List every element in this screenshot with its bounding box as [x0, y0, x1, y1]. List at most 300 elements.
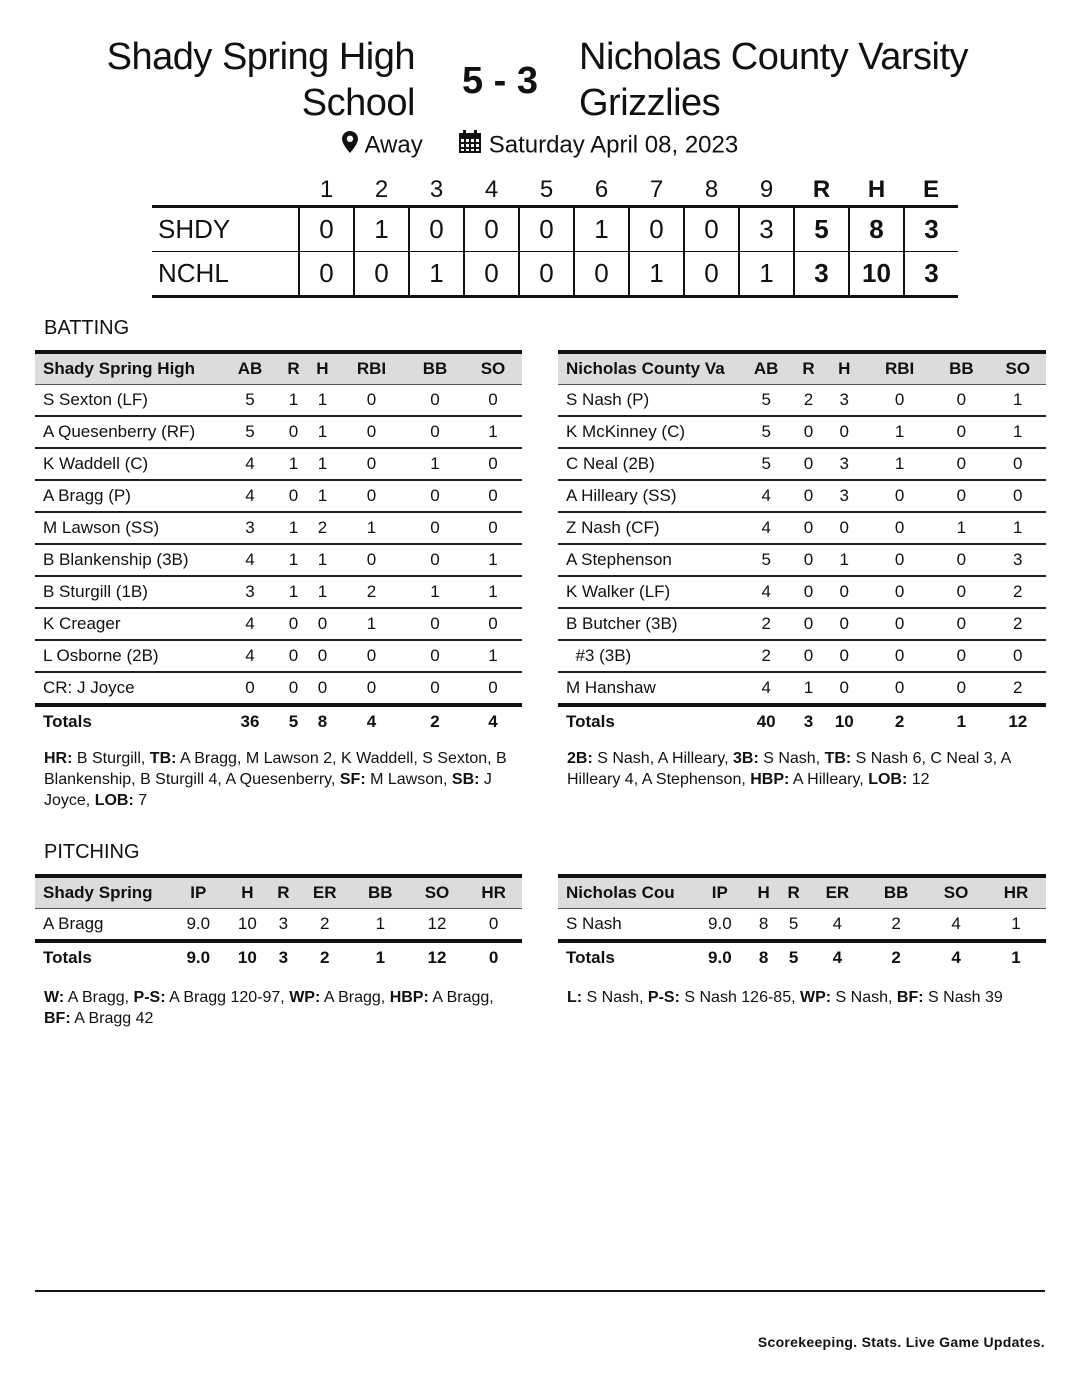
totals-value: 4 — [832, 948, 843, 967]
player-name: A Quesenberry (RF) — [35, 416, 221, 448]
stat-value: 0 — [866, 385, 933, 417]
stat-value: 0 — [337, 416, 406, 448]
home-team-name: Shady Spring High School — [106, 36, 415, 124]
stat-column-header: HR — [986, 876, 1046, 909]
stat-value: 0 — [866, 608, 933, 640]
note-text: S Nash, — [758, 750, 825, 767]
totals-label: Totals — [566, 948, 615, 967]
stat-value: 0 — [933, 576, 989, 608]
stat-value: 0 — [406, 480, 464, 512]
rhe-value: 3 — [794, 252, 849, 297]
stat-value: 0 — [933, 480, 989, 512]
stat-value: 1 — [308, 416, 337, 448]
player-name: S Sexton (LF) — [35, 385, 221, 417]
player-name: A Bragg — [35, 909, 171, 942]
home-pitching-table — [35, 874, 522, 973]
stat-value: 0 — [823, 608, 866, 640]
stat-column-header: BB — [866, 876, 926, 909]
team-column-header: Shady Spring — [35, 876, 171, 909]
batting-section-title: BATTING — [44, 317, 130, 339]
totals-value: 1 — [375, 948, 386, 967]
away-team-name: Nicholas County Varsity Grizzlies — [579, 36, 969, 124]
stat-value: 0 — [933, 672, 989, 705]
stat-value: 0 — [464, 385, 522, 417]
stat-value: 1 — [279, 448, 308, 480]
inning-runs: 0 — [354, 252, 409, 297]
note-text: S Nash 39 — [923, 989, 1003, 1006]
final-score: 5 - 3 — [461, 60, 539, 102]
totals-value: 2 — [891, 948, 901, 967]
stat-value: 1 — [990, 416, 1046, 448]
stat-value: 0 — [823, 576, 866, 608]
player-row — [35, 480, 522, 512]
player-row — [35, 512, 522, 544]
note-label: BF: — [44, 1010, 71, 1027]
stat-value: 5 — [738, 385, 794, 417]
totals-row — [558, 941, 1046, 973]
stat-value: 0 — [794, 512, 822, 544]
calendar-icon — [458, 130, 482, 161]
stat-value: 0 — [866, 544, 933, 576]
player-name: S Nash (P) — [558, 385, 738, 417]
note-text: B Sturgill, — [72, 750, 150, 767]
stat-value: 1 — [308, 544, 337, 576]
totals-row — [35, 705, 522, 737]
player-row — [558, 576, 1046, 608]
stat-column-header: HR — [465, 876, 522, 909]
note-text: S Nash 6, C Neal 3, A Hilleary 4, A Stephenson, — [567, 750, 1011, 788]
stat-value: 0 — [308, 672, 337, 705]
note-text: S Nash, — [582, 989, 648, 1006]
note-text: S Nash 126-85, — [679, 989, 800, 1006]
team-column-header: Nicholas County Va — [558, 352, 738, 385]
stat-value: 2 — [337, 576, 406, 608]
linescore-header-row — [152, 175, 958, 207]
stat-value: 1 — [823, 544, 866, 576]
stat-value: 0 — [794, 448, 822, 480]
note-text: A Bragg 42 — [70, 1010, 154, 1027]
player-name: A Stephenson — [558, 544, 738, 576]
note-label: HBP: — [389, 989, 429, 1006]
stat-value: 0 — [464, 448, 522, 480]
totals-row — [35, 941, 522, 973]
stat-value: 5 — [221, 416, 279, 448]
inning-header: 3 — [429, 176, 444, 203]
totals-value: 8 — [317, 712, 328, 731]
stat-column-header: H — [749, 876, 779, 909]
player-row — [35, 576, 522, 608]
stat-column-header: AB — [221, 352, 279, 385]
note-text: A Hilleary, — [789, 771, 869, 788]
away-batting-notes — [567, 748, 1047, 790]
totals-value: 4 — [366, 712, 377, 731]
linescore-table — [152, 175, 958, 298]
note-text: S Nash, — [831, 989, 897, 1006]
game-header — [0, 30, 1080, 130]
stat-value: 0 — [406, 544, 464, 576]
stats-header-row — [558, 352, 1046, 385]
stat-value: 4 — [221, 544, 279, 576]
stat-value: 4 — [221, 640, 279, 672]
inning-header: 2 — [374, 176, 389, 203]
totals-label: Totals — [566, 712, 615, 731]
totals-value: 10 — [834, 712, 854, 731]
totals-value: 10 — [237, 948, 257, 967]
stat-value: 0 — [406, 608, 464, 640]
linescore-team-header — [152, 175, 299, 207]
stat-value: 1 — [866, 448, 933, 480]
player-name: L Osborne (2B) — [35, 640, 221, 672]
linescore-team: NCHL — [152, 252, 299, 297]
stat-value: 0 — [406, 640, 464, 672]
inning-runs: 3 — [739, 207, 794, 252]
note-text: A Bragg 120-97, — [165, 989, 290, 1006]
stat-value: 0 — [823, 416, 866, 448]
stat-column-header: H — [308, 352, 337, 385]
stat-value: 3 — [823, 448, 866, 480]
stat-value: 3 — [221, 512, 279, 544]
inning-runs: 0 — [519, 252, 574, 297]
stat-value: 4 — [809, 909, 867, 942]
stat-column-header: SO — [926, 876, 986, 909]
stat-value: 0 — [465, 909, 522, 942]
player-name: K McKinney (C) — [558, 416, 738, 448]
note-label: P-S: — [647, 989, 680, 1006]
stat-column-header: R — [269, 876, 297, 909]
totals-label: Totals — [43, 948, 92, 967]
inning-header: 5 — [539, 176, 554, 203]
stat-value: 1 — [986, 909, 1046, 942]
stat-column-header: BB — [406, 352, 464, 385]
stat-value: 0 — [279, 416, 308, 448]
note-label: LOB: — [94, 792, 134, 809]
totals-value: 1 — [956, 712, 967, 731]
stat-value: 1 — [990, 385, 1046, 417]
totals-value: 2 — [894, 712, 905, 731]
inning-runs: 0 — [464, 252, 519, 297]
stat-value: 1 — [352, 909, 409, 942]
player-row — [558, 385, 1046, 417]
stat-value: 0 — [794, 416, 822, 448]
stat-value: 0 — [279, 608, 308, 640]
totals-value: 5 — [788, 948, 799, 967]
note-label: TB: — [149, 750, 177, 767]
stat-value: 0 — [279, 640, 308, 672]
player-row — [35, 385, 522, 417]
totals-value: 0 — [488, 948, 499, 967]
player-name: S Nash — [558, 909, 691, 942]
linescore-row — [152, 207, 958, 252]
totals-value: 9.0 — [186, 948, 211, 967]
player-row — [558, 480, 1046, 512]
note-text: J Joyce, — [44, 771, 492, 809]
stat-value: 5 — [221, 385, 279, 417]
inning-runs: 1 — [354, 207, 409, 252]
stat-column-header: IP — [691, 876, 749, 909]
inning-runs: 1 — [409, 252, 464, 297]
inning-runs: 0 — [464, 207, 519, 252]
stat-value: 4 — [221, 480, 279, 512]
player-row — [35, 640, 522, 672]
stat-value: 0 — [933, 385, 989, 417]
stat-value: 0 — [464, 512, 522, 544]
inning-runs: 0 — [299, 207, 354, 252]
stat-value: 3 — [823, 480, 866, 512]
inning-runs: 0 — [519, 207, 574, 252]
stat-value: 0 — [990, 640, 1046, 672]
note-label: HBP: — [750, 771, 790, 788]
stats-header-row — [558, 876, 1046, 909]
footer-divider — [35, 1290, 1045, 1292]
stat-column-header: SO — [409, 876, 466, 909]
player-name: M Lawson (SS) — [35, 512, 221, 544]
stat-value: 0 — [406, 385, 464, 417]
stats-header-row — [35, 876, 522, 909]
map-pin-icon — [342, 131, 358, 160]
stat-value: 2 — [738, 640, 794, 672]
stat-value: 0 — [794, 640, 822, 672]
stat-column-header: RBI — [866, 352, 933, 385]
stat-value: 5 — [738, 448, 794, 480]
stat-value: 0 — [464, 480, 522, 512]
rhe-header: E — [922, 176, 939, 203]
game-date: Saturday April 08, 2023 — [488, 131, 739, 159]
stat-value: 0 — [794, 576, 822, 608]
stat-value: 1 — [933, 512, 989, 544]
inning-header: 9 — [759, 176, 774, 203]
note-text: A Bragg, — [428, 989, 494, 1006]
player-name: K Creager — [35, 608, 221, 640]
stat-value: 0 — [866, 512, 933, 544]
stat-value: 3 — [823, 385, 866, 417]
stat-value: 1 — [794, 672, 822, 705]
stat-value: 1 — [464, 416, 522, 448]
totals-value: 4 — [951, 948, 961, 967]
game-meta — [0, 130, 1080, 161]
rhe-value: 3 — [904, 252, 958, 297]
note-text: A Bragg, — [320, 989, 390, 1006]
inning-runs: 0 — [299, 252, 354, 297]
stat-value: 2 — [990, 608, 1046, 640]
stat-value: 5 — [738, 416, 794, 448]
stat-value: 0 — [933, 640, 989, 672]
stat-column-header: R — [794, 352, 822, 385]
stat-value: 9.0 — [691, 909, 749, 942]
note-label: P-S: — [133, 989, 166, 1006]
team-column-header: Shady Spring High — [35, 352, 221, 385]
player-name: A Bragg (P) — [35, 480, 221, 512]
note-text: S Nash, A Hilleary, — [592, 750, 733, 767]
player-row — [35, 672, 522, 705]
player-name: B Butcher (3B) — [558, 608, 738, 640]
linescore-row — [152, 252, 958, 297]
stat-value: 0 — [221, 672, 279, 705]
stat-column-header: IP — [171, 876, 226, 909]
stat-value: 0 — [337, 480, 406, 512]
stat-value: 3 — [221, 576, 279, 608]
note-label: 2B: — [567, 750, 593, 767]
stat-value: 1 — [337, 512, 406, 544]
stat-column-header: SO — [464, 352, 522, 385]
totals-value: 8 — [758, 948, 769, 967]
stat-value: 5 — [738, 544, 794, 576]
player-name: Z Nash (CF) — [558, 512, 738, 544]
player-row — [558, 640, 1046, 672]
stat-value: 0 — [933, 608, 989, 640]
stat-value: 2 — [298, 909, 352, 942]
stat-value: 1 — [279, 544, 308, 576]
stat-value: 0 — [337, 385, 406, 417]
totals-value: 12 — [427, 948, 447, 967]
stat-value: 0 — [823, 640, 866, 672]
stat-column-header: H — [823, 352, 866, 385]
inning-header: 1 — [319, 176, 334, 203]
stat-value: 0 — [866, 576, 933, 608]
stat-value: 4 — [221, 608, 279, 640]
stat-column-header: H — [226, 876, 270, 909]
stat-value: 0 — [464, 672, 522, 705]
stat-value: 4 — [738, 480, 794, 512]
inning-runs: 1 — [629, 252, 684, 297]
note-label: BF: — [896, 989, 924, 1006]
stat-column-header: R — [279, 352, 308, 385]
totals-label: Totals — [43, 712, 92, 731]
stat-value: 8 — [749, 909, 779, 942]
rhe-header: H — [867, 176, 886, 203]
stat-value: 0 — [990, 480, 1046, 512]
player-row — [558, 608, 1046, 640]
totals-value: 36 — [240, 712, 260, 731]
stat-value: 2 — [990, 576, 1046, 608]
footer-tagline: Scorekeeping. Stats. Live Game Updates. — [757, 1334, 1045, 1350]
away-pitching-table — [558, 874, 1046, 973]
stat-value: 4 — [926, 909, 986, 942]
stat-value: 4 — [738, 512, 794, 544]
stat-value: 1 — [990, 512, 1046, 544]
inning-runs: 0 — [574, 252, 629, 297]
note-label: LOB: — [868, 771, 908, 788]
stat-value: 1 — [279, 385, 308, 417]
totals-value: 4 — [488, 712, 498, 731]
away-batting-table — [558, 350, 1046, 737]
rhe-header: R — [812, 176, 831, 203]
player-row — [558, 416, 1046, 448]
away-pitching-notes — [567, 987, 1047, 1008]
note-label: SF: — [339, 771, 366, 788]
stat-column-header: ER — [298, 876, 352, 909]
stat-value: 4 — [738, 576, 794, 608]
stat-value: 4 — [221, 448, 279, 480]
stat-value: 0 — [823, 672, 866, 705]
stat-value: 1 — [866, 416, 933, 448]
inning-header: 4 — [484, 176, 499, 203]
stat-value: 3 — [269, 909, 297, 942]
stat-value: 12 — [409, 909, 466, 942]
note-label: TB: — [824, 750, 852, 767]
player-name: C Neal (2B) — [558, 448, 738, 480]
stat-value: 1 — [308, 576, 337, 608]
stat-value: 0 — [406, 672, 464, 705]
rhe-value: 3 — [904, 207, 958, 252]
totals-row — [558, 705, 1046, 737]
player-name: K Walker (LF) — [558, 576, 738, 608]
inning-runs: 0 — [684, 252, 739, 297]
stat-column-header: SO — [990, 352, 1046, 385]
stat-value: 0 — [337, 448, 406, 480]
stat-value: 0 — [866, 640, 933, 672]
stat-value: 0 — [794, 544, 822, 576]
stat-value: 0 — [990, 448, 1046, 480]
note-label: WP: — [289, 989, 321, 1006]
player-name: M Hanshaw — [558, 672, 738, 705]
stat-value: 0 — [823, 512, 866, 544]
location-label: Away — [364, 131, 423, 159]
stat-column-header: AB — [738, 352, 794, 385]
totals-value: 2 — [320, 948, 330, 967]
totals-value: 40 — [756, 712, 776, 731]
stat-value: 0 — [406, 416, 464, 448]
stat-value: 1 — [308, 385, 337, 417]
stat-value: 0 — [794, 608, 822, 640]
rhe-value: 10 — [849, 252, 904, 297]
inning-runs: 1 — [739, 252, 794, 297]
stat-value: 1 — [464, 640, 522, 672]
player-row — [35, 608, 522, 640]
inning-runs: 0 — [409, 207, 464, 252]
stat-value: 1 — [308, 480, 337, 512]
totals-value: 5 — [288, 712, 299, 731]
stat-value: 2 — [738, 608, 794, 640]
stat-value: 0 — [794, 480, 822, 512]
player-row — [558, 909, 1046, 942]
stat-value: 2 — [866, 909, 926, 942]
pitching-section-title: PITCHING — [44, 841, 140, 863]
totals-value: 3 — [278, 948, 289, 967]
totals-value: 1 — [1011, 948, 1021, 967]
rhe-value: 5 — [794, 207, 849, 252]
stat-value: 10 — [226, 909, 270, 942]
stat-column-header: BB — [933, 352, 989, 385]
player-row — [35, 544, 522, 576]
note-label: L: — [567, 989, 583, 1006]
inning-runs: 0 — [684, 207, 739, 252]
home-batting-notes — [44, 748, 524, 811]
note-label: WP: — [800, 989, 832, 1006]
inning-header: 7 — [649, 176, 664, 203]
inning-header: 8 — [704, 176, 719, 203]
stat-value: 0 — [337, 672, 406, 705]
stat-value: 4 — [738, 672, 794, 705]
note-text: 12 — [907, 771, 930, 788]
stat-value: 2 — [308, 512, 337, 544]
totals-value: 9.0 — [708, 948, 732, 967]
player-row — [558, 448, 1046, 480]
player-name: B Sturgill (1B) — [35, 576, 221, 608]
inning-runs: 1 — [574, 207, 629, 252]
player-name: A Hilleary (SS) — [558, 480, 738, 512]
player-name: K Waddell (C) — [35, 448, 221, 480]
stat-value: 0 — [933, 416, 989, 448]
totals-value: 3 — [803, 712, 814, 731]
stat-value: 3 — [990, 544, 1046, 576]
rhe-value: 8 — [849, 207, 904, 252]
inning-header: 6 — [594, 176, 609, 203]
stat-value: 9.0 — [171, 909, 226, 942]
stat-value: 1 — [464, 576, 522, 608]
note-label: W: — [44, 989, 65, 1006]
note-text: A Bragg, M Lawson 2, K Waddell, S Sexton, B Blankenship, B Sturgill 4, A Quesenberry, — [44, 750, 507, 788]
player-name: #3 (3B) — [558, 640, 738, 672]
